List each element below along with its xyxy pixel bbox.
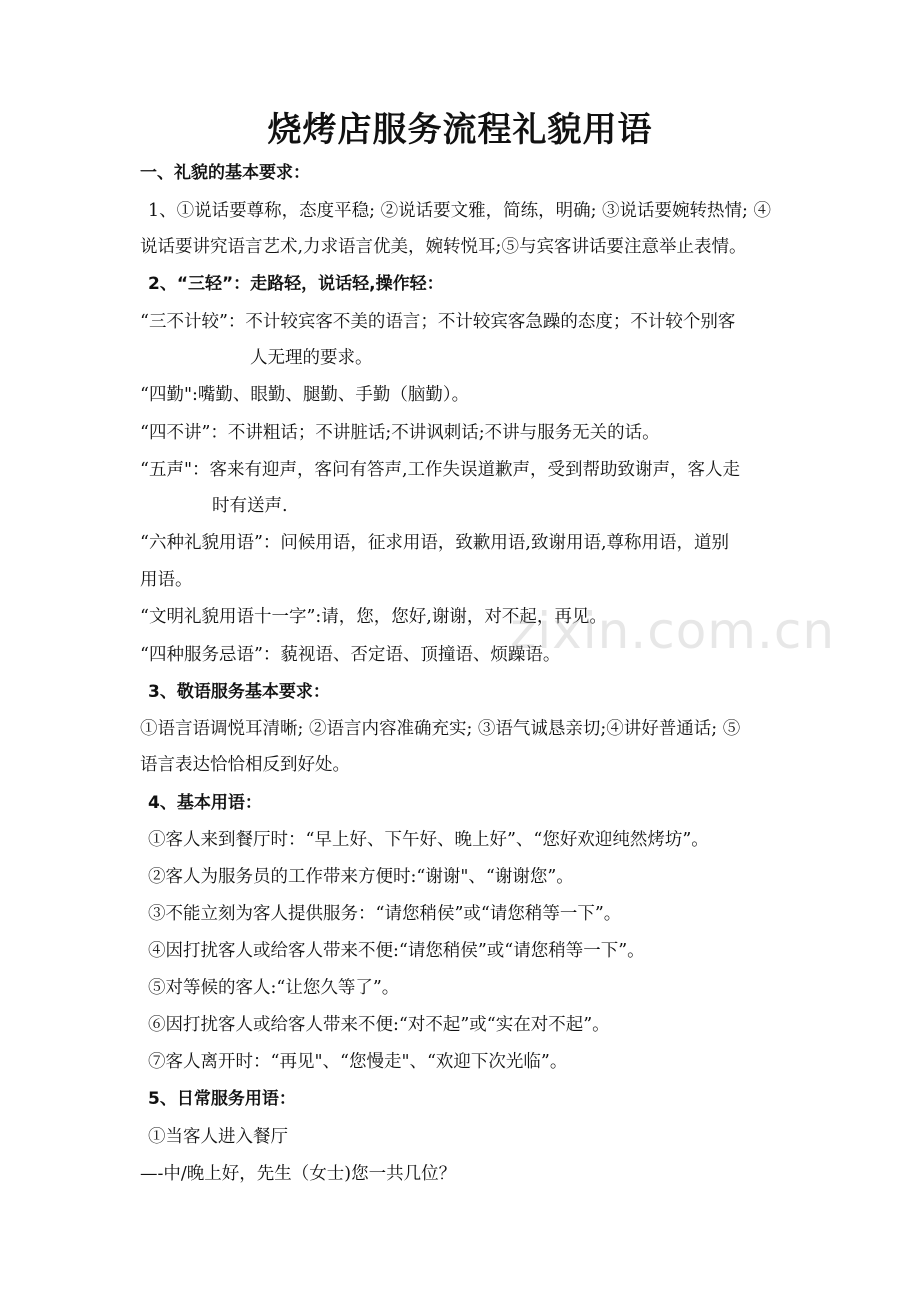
paragraph-line: “六种礼貌用语”：问候用语，征求用语，致歉用语,致谢用语,尊称用语，道别 <box>140 533 730 553</box>
section-3-heading: 3、敬语服务基本要求： <box>148 682 330 702</box>
paragraph-line: 说话要讲究语言艺术,力求语言优美，婉转悦耳;⑤与宾客讲话要注意举止表情。 <box>140 237 747 257</box>
dialogue-line: —-中/晚上好，先生（女士)您一共几位？ <box>140 1164 457 1184</box>
paragraph-line: “四不讲”：不讲粗话；不讲脏话;不讲讽刺话;不讲与服务无关的话。 <box>140 423 660 443</box>
paragraph-line: “文明礼貌用语十一字”:请，您，您好,谢谢，对不起，再见。 <box>140 607 607 627</box>
document-title: 烧烤店服务流程礼貌用语 <box>267 110 653 150</box>
paragraph-line: “五声"：客来有迎声，客问有答声,工作失误道歉声，受到帮助致谢声，客人走 <box>140 460 741 480</box>
section-1-heading: 一、礼貌的基本要求： <box>140 163 310 183</box>
list-item: ⑥因打扰客人或给客人带来不便:“对不起”或“实在对不起”。 <box>148 1015 610 1035</box>
list-item: ③不能立刻为客人提供服务：“请您稍侯”或“请您稍等一下”。 <box>148 904 622 924</box>
list-item: ⑦客人离开时：“再见"、“您慢走"、“欢迎下次光临”。 <box>148 1052 568 1072</box>
list-item: ②客人为服务员的工作带来方便时:“谢谢"、“谢谢您”。 <box>148 867 574 887</box>
watermark: zixin.com.cn <box>510 602 836 660</box>
paragraph-line: ①语言语调悦耳清晰; ②语言内容准确充实; ③语气诚恳亲切;④讲好普通话; ⑤ <box>140 719 741 739</box>
list-item: ④因打扰客人或给客人带来不便:“请您稍侯”或“请您稍等一下”。 <box>148 941 645 961</box>
paragraph-line: 语言表达恰恰相反到好处。 <box>140 755 350 775</box>
paragraph-line: “四种服务忌语”：藐视语、否定语、顶撞语、烦躁语。 <box>140 645 561 665</box>
paragraph-line: “四勤":嘴勤、眼勤、腿勤、手勤（脑勤）。 <box>140 385 470 405</box>
list-item: ①客人来到餐厅时：“早上好、下午好、晚上好”、“您好欢迎纯然烤坊”。 <box>148 830 709 850</box>
list-item: ⑤对等候的客人:“让您久等了”。 <box>148 978 400 998</box>
paragraph-line: 1、①说话要尊称，态度平稳; ②说话要文雅，简练，明确; ③说话要婉转热情; ④ <box>148 201 772 221</box>
section-4-heading: 4、基本用语： <box>148 793 262 813</box>
paragraph-line: 人无理的要求。 <box>250 348 373 368</box>
paragraph-line: 时有送声. <box>212 496 288 516</box>
section-5-heading: 5、日常服务用语： <box>148 1089 296 1109</box>
paragraph-line: 用语。 <box>140 570 193 590</box>
section-2-heading: 2、“三轻”：走路轻，说话轻,操作轻： <box>148 274 444 294</box>
paragraph-line: “三不计较”：不计较宾客不美的语言；不计较宾客急躁的态度；不计较个别客 <box>140 312 736 332</box>
list-item: ①当客人进入餐厅 <box>148 1127 288 1147</box>
